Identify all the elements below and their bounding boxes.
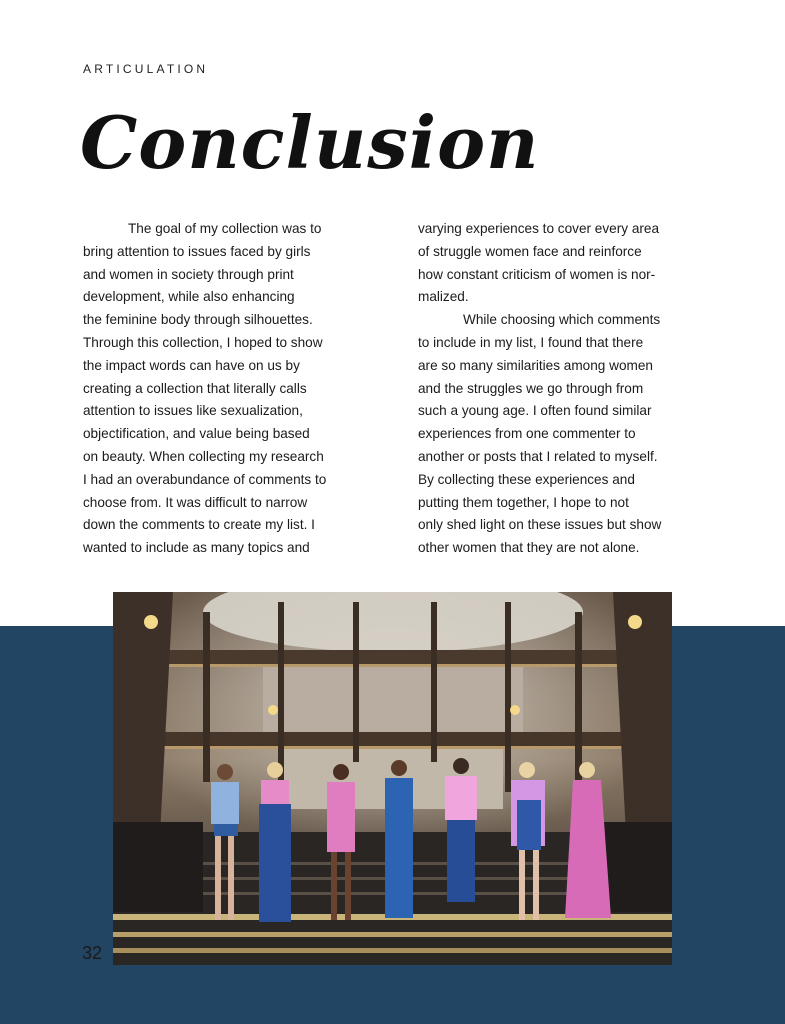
text-line: on beauty. When collecting my research: [83, 448, 324, 464]
text-line: By collecting these experiences and: [418, 471, 635, 487]
text-line: experiences from one commenter to: [418, 426, 636, 442]
text-line: another or posts that I related to myself.: [418, 448, 658, 464]
text-line: the feminine body through silhouettes.: [83, 312, 313, 328]
text-line: only shed light on these issues but show: [418, 517, 662, 533]
text-line: to include in my list, I found that there: [418, 334, 644, 350]
text-line: malized.: [418, 289, 469, 305]
text-line: such a young age. I often found similar: [418, 403, 652, 419]
text-line: of struggle women face and reinforce: [418, 243, 642, 259]
text-line: The goal of my collection was to: [128, 221, 322, 236]
text-line: and the struggles we go through from: [418, 380, 644, 396]
text-line: down the comments to create my list. I: [83, 517, 315, 533]
text-line: and women in society through print: [83, 266, 294, 282]
text-line: varying experiences to cover every area: [418, 221, 660, 236]
section-kicker: ARTICULATION: [83, 62, 209, 76]
text-line: creating a collection that literally calls: [83, 380, 307, 396]
text-line: I had an overabundance of comments to: [83, 471, 327, 487]
body-column-left: [83, 218, 373, 560]
text-line: While choosing which comments: [463, 312, 661, 328]
page-title: Conclusion: [80, 100, 540, 185]
text-line: wanted to include as many topics and: [83, 540, 310, 556]
text-line: bring attention to issues faced by girls: [83, 243, 311, 259]
text-line: development, while also enhancing: [83, 289, 295, 305]
text-line: attention to issues like sexualization,: [83, 403, 303, 419]
text-line: choose from. It was difficult to narrow: [83, 494, 308, 510]
text-line: the impact words can have on us by: [83, 357, 300, 373]
body-column-right: [418, 218, 710, 560]
text-line: putting them together, I hope to not: [418, 494, 629, 510]
page-number: 32: [82, 943, 103, 963]
text-line: other women that they are not alone.: [418, 540, 640, 556]
text-line: Through this collection, I hoped to show: [83, 334, 323, 350]
runway-photo: [113, 592, 672, 965]
text-line: objectification, and value being based: [83, 426, 310, 442]
text-line: how constant criticism of women is nor-: [418, 266, 656, 282]
text-line: are so many similarities among women: [418, 357, 653, 373]
